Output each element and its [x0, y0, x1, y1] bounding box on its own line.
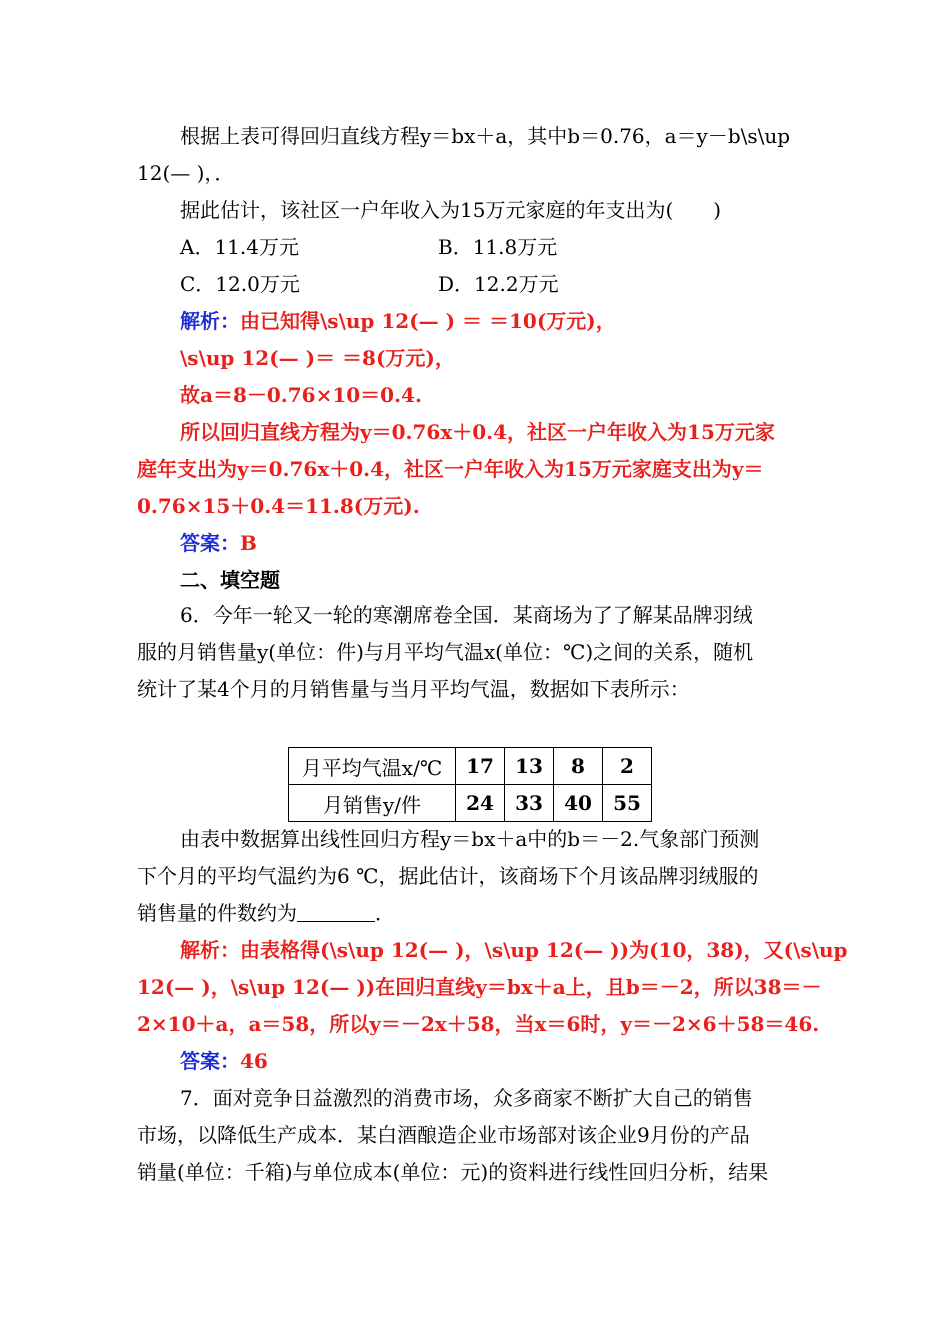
option-d: D．12.2万元 [438, 272, 559, 296]
prev-analysis-line-3: 故a＝8－0.76×10＝0.4. [180, 383, 422, 407]
q6-line-4: 由表中数据算出线性回归方程y＝bx＋a中的b＝－2.气象部门预测 [180, 827, 760, 851]
data-table [288, 747, 652, 822]
prev-text-line-1: 根据上表可得回归直线方程y＝bx＋a，其中b＝0.76，a＝y－b\s\up [180, 124, 791, 148]
table-cell: 24 [456, 785, 505, 822]
q6-line-6-end: ． [375, 901, 395, 925]
option-a: A．11.4万元 [180, 235, 299, 259]
option-b: B．11.8万元 [438, 235, 558, 259]
table-cell: 40 [554, 785, 603, 822]
prev-question: 据此估计，该社区一户年收入为15万元家庭的年支出为( ) [180, 198, 722, 222]
prev-answer [180, 525, 817, 562]
options-row-1 [180, 229, 817, 266]
q6-analysis-line-2: 12(— )，\s\up 12(— ))在回归直线y＝bx＋a上，且b＝－2，所以38＝－ [137, 975, 822, 999]
analysis-label: 解析： [180, 938, 240, 962]
answer-label: 答案： [180, 1049, 240, 1073]
q6-line-3: 统计了某4个月的月销售量与当月平均气温，数据如下表所示： [137, 677, 690, 701]
option-c: C．12.0万元 [180, 272, 300, 296]
q7-line-1: 7．面对竞争日益激烈的消费市场，众多商家不断扩大自己的销售 [180, 1086, 753, 1110]
prev-text-line-2: 12(— )，． [137, 161, 235, 185]
q7-line-2: 市场，以降低生产成本．某白酒酿造企业市场部对该企业9月份的产品 [137, 1123, 750, 1147]
options-row-2 [180, 266, 817, 303]
q6-line-6-text: 销售量的件数约为 [137, 901, 297, 925]
table-cell: 55 [603, 785, 652, 822]
table-row-header: 月销售y/件 [289, 785, 456, 822]
analysis-label: 解析： [180, 309, 240, 333]
q7-line-3: 销量(单位：千箱)与单位成本(单位：元)的资料进行线性回归分析，结果 [137, 1160, 769, 1184]
prev-analysis-line-1 [180, 303, 817, 340]
answer-blank [297, 903, 375, 922]
table-cell: 2 [603, 748, 652, 785]
table-cell: 8 [554, 748, 603, 785]
prev-analysis-line-2: \s\up 12(— )＝ ＝8(万元)， [180, 346, 455, 370]
prev-analysis-line-6: 0.76×15＋0.4＝11.8(万元). [137, 494, 420, 518]
q6-line-6 [137, 895, 817, 932]
section-heading: 二、填空题 [180, 568, 280, 592]
analysis-text: 由已知得\s\up 12(— ) ＝ ＝10(万元)， [240, 309, 616, 333]
q6-answer [180, 1043, 817, 1080]
q6-line-5: 下个月的平均气温约为6 ℃，据此估计，该商场下个月该品牌羽绒服的 [137, 864, 759, 888]
table-row [289, 748, 652, 785]
table-cell: 17 [456, 748, 505, 785]
q6-line-2: 服的月销售量y(单位：件)与月平均气温x(单位：℃)之间的关系，随机 [137, 640, 754, 664]
q6-line-1: 6．今年一轮又一轮的寒潮席卷全国．某商场为了了解某品牌羽绒 [180, 603, 753, 627]
answer-value: B [240, 531, 257, 555]
answer-value: 46 [240, 1049, 268, 1073]
prev-analysis-line-5: 庭年支出为y＝0.76x＋0.4，社区一户年收入为15万元家庭支出为y＝ [137, 457, 764, 481]
table-cell: 13 [505, 748, 554, 785]
table-cell: 33 [505, 785, 554, 822]
analysis-text: 由表格得(\s\up 12(— )，\s\up 12(— ))为(10，38)，又(\s\up [240, 938, 848, 962]
q6-analysis-line-1 [180, 932, 848, 969]
prev-analysis-line-4: 所以回归直线方程为y＝0.76x＋0.4，社区一户年收入为15万元家 [180, 420, 775, 444]
table-row-header: 月平均气温x/℃ [289, 748, 456, 785]
table-row [289, 785, 652, 822]
q6-analysis-line-3: 2×10＋a，a＝58，所以y＝－2x＋58，当x＝6时，y＝－2×6＋58＝46. [137, 1012, 820, 1036]
answer-label: 答案： [180, 531, 240, 555]
